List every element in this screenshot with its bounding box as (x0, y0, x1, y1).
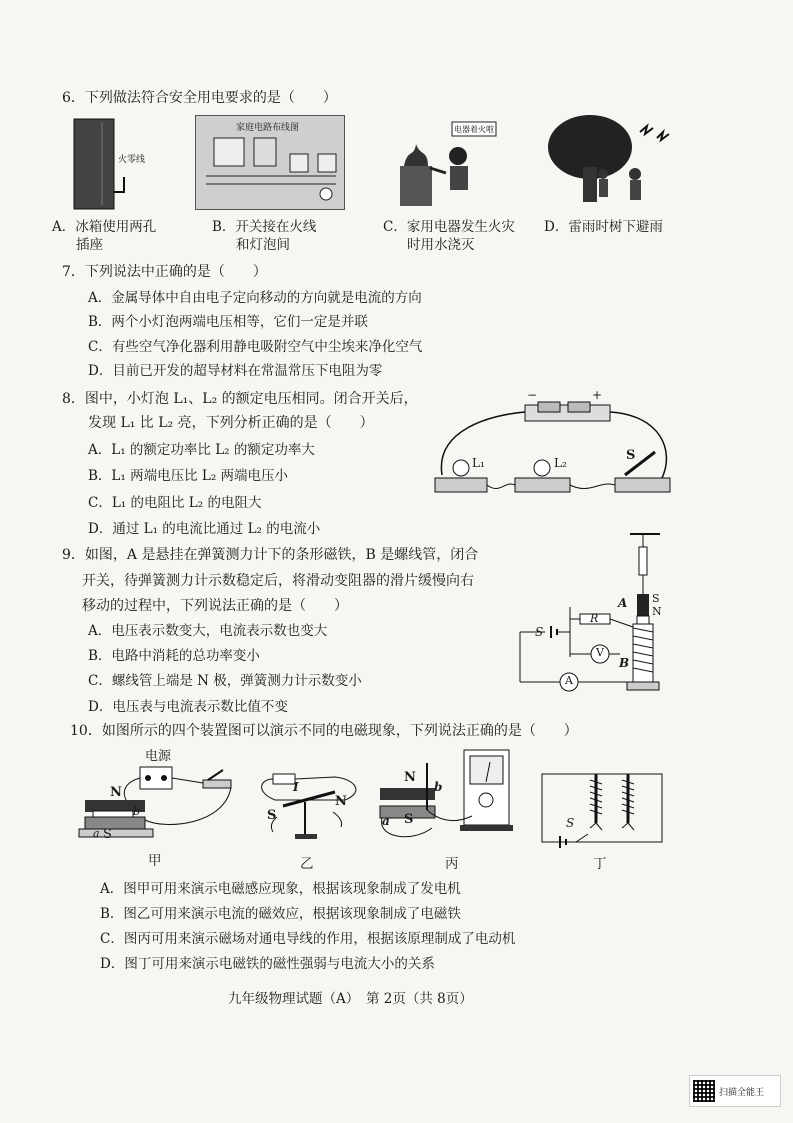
q8-circuit-figure (430, 390, 680, 505)
q10-ding-s-label: S (566, 816, 575, 830)
q10-bing-a-label: a (382, 814, 390, 828)
q6-image-fridge (72, 117, 146, 212)
q9-stem-line1: 9．如图，A 是悬挂在弹簧测力计下的条形磁铁，B 是螺线管，闭合 (62, 547, 479, 563)
q9-option-c[interactable]: C．螺线管上端是 N 极，弹簧测力计示数变小 (88, 673, 362, 689)
q10-figure-jia (75, 745, 240, 845)
q10-caption-bing: 丙 (445, 856, 459, 872)
q6-panel-title: 家庭电路布线图 (236, 123, 300, 133)
q8-switch-label: S (626, 448, 636, 463)
qr-code-icon (693, 1080, 715, 1102)
q6-fridge-wire-label: 火零线 (118, 155, 146, 165)
q7-option-d[interactable]: D．目前已开发的超导材料在常温常压下电阻为零 (88, 363, 383, 379)
q6-option-c[interactable]: C．家用电器发生火灾 时用水浇灭 (383, 219, 515, 253)
q9-magnet-s: S (652, 592, 660, 605)
q8-option-d[interactable]: D．通过 L₁ 的电流比通过 L₂ 的电流小 (88, 521, 321, 537)
q6-option-a[interactable]: A．冰箱使用两孔 插座 (52, 219, 157, 253)
q8-option-b[interactable]: B．L₁ 两端电压比 L₂ 两端电压小 (88, 468, 289, 484)
q10-yi-n-label: N (335, 794, 347, 809)
q10-option-a[interactable]: A．图甲可用来演示电磁感应现象，根据该现象制成了发电机 (100, 881, 461, 897)
q8-lamp-l1-label: L₁ (472, 456, 485, 470)
scanner-badge-label: 扫描全能王 (719, 1087, 765, 1098)
q10-option-b[interactable]: B．图乙可用来演示电流的磁效应，根据该现象制成了电磁铁 (100, 906, 461, 922)
q10-bing-b-label: b (434, 780, 443, 794)
q10-option-d[interactable]: D．图丁可用来演示电磁铁的磁性强弱与电流大小的关系 (100, 956, 435, 972)
q10-jia-n-label: N (110, 785, 122, 800)
q8-stem-line2: 发现 L₁ 比 L₂ 亮，下列分析正确的是（ ） (88, 415, 374, 431)
q9-stem-line3: 移动的过程中，下列说法正确的是（ ） (82, 598, 348, 614)
q10-figure-ding (538, 768, 668, 850)
q10-caption-ding: 丁 (593, 856, 607, 872)
q7-option-c[interactable]: C．有些空气净化器利用静电吸附空气中尘埃来净化空气 (88, 339, 423, 355)
q10-jia-s-label: S (103, 827, 112, 842)
q9-option-d[interactable]: D．电压表与电流表示数比值不变 (88, 699, 288, 715)
scanner-watermark-badge (689, 1075, 781, 1107)
q9-solenoid-label-b: B (619, 656, 630, 670)
q10-yi-current-label: I (293, 780, 299, 794)
q7-option-b[interactable]: B．两个小灯泡两端电压相等，它们一定是并联 (88, 314, 368, 330)
q10-caption-jia: 甲 (148, 853, 162, 869)
q10-stem: 10．如图所示的四个装置图可以演示不同的电磁现象，下列说法正确的是（ ） (70, 723, 578, 739)
q9-switch-label: S (535, 625, 544, 639)
q10-yi-s-label: S (267, 808, 277, 823)
q8-lamp-l2-label: L₂ (554, 456, 567, 470)
q10-caption-yi: 乙 (300, 856, 314, 872)
q6-fire-bubble: 电器着火啦！ (454, 125, 502, 134)
q9-option-b[interactable]: B．电路中消耗的总功率变小 (88, 648, 260, 664)
q10-jia-a-label: a (93, 827, 100, 840)
q10-bing-s-label: S (404, 812, 414, 827)
q6-option-d[interactable]: D．雷雨时树下避雨 (544, 219, 663, 235)
q8-option-a[interactable]: A．L₁ 的额定功率比 L₂ 的额定功率大 (88, 442, 315, 458)
q9-stem-line2: 开关，待弹簧测力计示数稳定后，将滑动变阻器的滑片缓慢向右 (82, 573, 474, 589)
q6-option-b[interactable]: B．开关接在火线 和灯泡间 (212, 219, 317, 253)
q8-option-c[interactable]: C．L₁ 的电阻比 L₂ 的电阻大 (88, 495, 262, 511)
q10-jia-power-label: 电源 (145, 749, 172, 764)
q8-battery-minus: − (527, 388, 538, 402)
q9-magnet-label-a: A (618, 596, 628, 610)
q10-figure-bing (372, 748, 522, 848)
q6-image-fire-water (390, 118, 500, 208)
q8-battery-plus: + (592, 388, 603, 402)
q9-magnet-n: N (652, 605, 662, 618)
q9-circuit-figure (515, 532, 670, 702)
q9-rheostat-label: R (590, 612, 599, 625)
q6-image-tree-lightning (545, 112, 680, 207)
q10-jia-b-label: b (133, 805, 141, 818)
q7-stem: 7．下列说法中正确的是（ ） (62, 264, 267, 280)
q10-option-c[interactable]: C．图丙可用来演示磁场对通电导线的作用，根据该原理制成了电动机 (100, 931, 516, 947)
page-footer: 九年级物理试题（A） 第 2页（共 8页） (228, 991, 473, 1007)
q6-stem: 6．下列做法符合安全用电要求的是（ ） (62, 90, 337, 106)
q10-bing-n-label: N (404, 770, 416, 785)
q9-voltmeter-label: V (596, 646, 604, 659)
q8-stem-line1: 8．图中，小灯泡 L₁、L₂ 的额定电压相同。闭合开关后， (62, 391, 418, 407)
q9-ammeter-label: A (565, 674, 573, 687)
q6-image-wiring-panel (195, 115, 345, 210)
q7-option-a[interactable]: A．金属导体中自由电子定向移动的方向就是电流的方向 (88, 290, 422, 306)
q10-figure-yi (255, 762, 370, 847)
q9-option-a[interactable]: A．电压表示数变大，电流表示数也变大 (88, 623, 328, 639)
